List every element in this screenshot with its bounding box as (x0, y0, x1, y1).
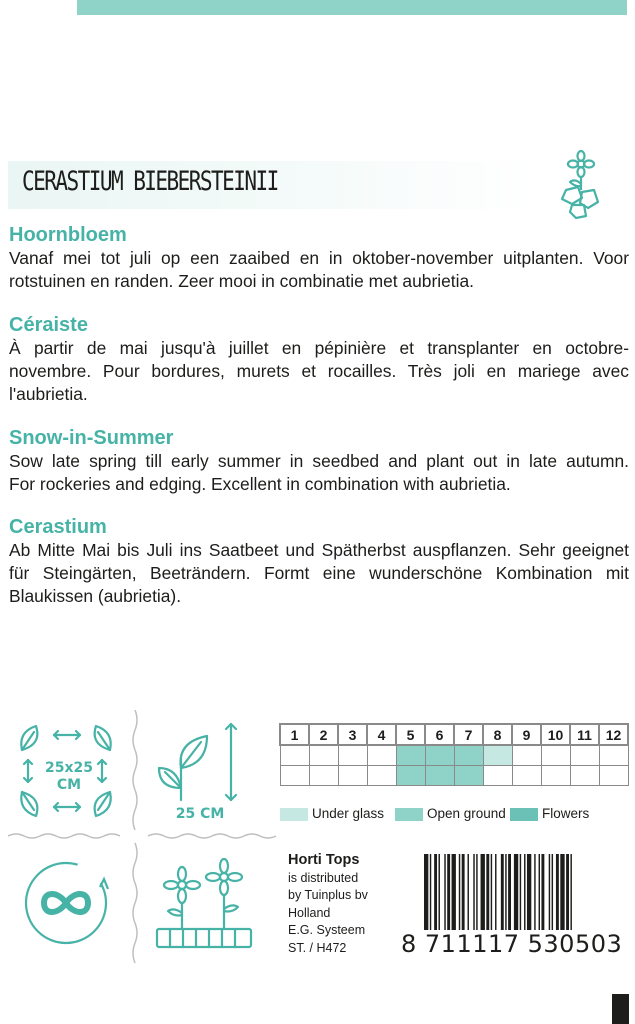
cal-cell (367, 766, 396, 786)
legend-flowers (510, 806, 589, 821)
flower-logo-icon (548, 150, 618, 220)
section-dutch (9, 223, 629, 293)
legend-under-glass (280, 806, 384, 821)
calendar-row-flowers (280, 766, 628, 786)
month-cell: 6 (425, 724, 454, 745)
section-german (9, 515, 629, 608)
seedling-tray-icon (152, 855, 257, 955)
body-line: Ab Mitte Mai bis Juli ins Saatbeet und Spätherbst auspflanzen. Sehr geeignet (9, 540, 629, 560)
corner-mark (612, 994, 629, 1024)
section-body (9, 247, 629, 293)
section-body (9, 539, 629, 608)
cal-cell (541, 766, 570, 786)
spacing-value: 25x25 (45, 760, 93, 776)
cal-cell (338, 745, 367, 766)
body-line: l'aubrietia. (9, 384, 88, 404)
cal-cell (570, 745, 599, 766)
section-heading: Hoornbloem (9, 224, 127, 246)
section-body (9, 337, 629, 406)
cal-cell-active (454, 745, 483, 766)
barcode-number: 8 711117 530503 (401, 930, 623, 958)
section-body (9, 450, 629, 496)
legend-label: Open ground (427, 806, 506, 821)
section-heading: Céraiste (9, 314, 88, 336)
cal-cell-active (425, 766, 454, 786)
body-line: For rockeries and edging. Excellent in combination with aubrietia. (9, 474, 511, 494)
calendar-month-row (280, 724, 628, 745)
month-cell: 4 (367, 724, 396, 745)
plant-height-icon (155, 718, 245, 808)
cal-cell (280, 745, 309, 766)
spacing-unit: CM (56, 777, 82, 793)
cal-cell-active (396, 766, 425, 786)
month-cell: 7 (454, 724, 483, 745)
top-color-band (77, 0, 627, 15)
body-line: À partir de mai jusqu'à juillet en pépinière et transplanter en octobre- (9, 338, 629, 358)
section-heading: Snow-in-Summer (9, 427, 174, 449)
infinity-icon (20, 857, 112, 949)
distributor-info (288, 852, 368, 957)
cal-cell (280, 766, 309, 786)
spacing-label (42, 760, 96, 794)
cal-cell-active (454, 766, 483, 786)
calendar-row-open-ground (280, 745, 628, 766)
cal-cell (541, 745, 570, 766)
legend-label: Flowers (542, 806, 590, 821)
sowing-calendar (279, 723, 629, 786)
month-cell: 5 (396, 724, 425, 745)
body-line: Blaukissen (aubrietia). (9, 586, 182, 606)
distributor-line: by Tuinplus bv (288, 888, 368, 902)
month-cell: 1 (280, 724, 309, 745)
month-cell: 9 (512, 724, 541, 745)
cal-cell-active (483, 745, 512, 766)
month-cell: 3 (338, 724, 367, 745)
month-cell: 8 (483, 724, 512, 745)
section-english (9, 426, 629, 496)
cal-cell (338, 766, 367, 786)
cal-cell (309, 766, 338, 786)
species-name: CERASTIUM BIEBERSTEINII (22, 166, 278, 197)
cal-cell (599, 766, 628, 786)
legend-label: Under glass (312, 806, 385, 821)
cal-cell (512, 766, 541, 786)
month-cell: 2 (309, 724, 338, 745)
legend-open-ground (395, 806, 506, 821)
distributor-line: Holland (288, 905, 331, 920)
month-cell: 10 (541, 724, 570, 745)
cal-cell (512, 745, 541, 766)
cal-cell (367, 745, 396, 766)
cal-cell (599, 745, 628, 766)
legend-swatch (395, 808, 423, 821)
brand-name: Horti Tops (288, 852, 360, 868)
distributor-line: is distributed (288, 870, 359, 885)
month-cell: 12 (599, 724, 628, 745)
distributor-line: ST. / H472 (288, 940, 347, 955)
body-line: rotstuinen en randen. Zeer mooi in combinatie met aubrietia. (9, 271, 474, 291)
cal-cell-active (425, 745, 454, 766)
section-heading: Cerastium (9, 516, 107, 538)
legend-swatch (280, 808, 308, 821)
height-label: 25 CM (175, 806, 225, 822)
body-line: novembre. Pour bordures, murets et rocailles. Très joli en mariege avec (9, 361, 629, 381)
body-line: Vanaf mei tot juli op een zaaibed en in oktober-november uitplanten. Voor (9, 248, 629, 268)
body-line: für Steingärten, Beeträndern. Formt eine wunderschöne Kombination mit (9, 563, 629, 583)
legend-swatch (510, 808, 538, 821)
cal-cell (570, 766, 599, 786)
distributor-line: E.G. Systeem (288, 923, 366, 937)
cal-cell-active (396, 745, 425, 766)
cal-cell (483, 766, 512, 786)
month-cell: 11 (570, 724, 599, 745)
section-french (9, 313, 629, 406)
cal-cell (309, 745, 338, 766)
body-line: Sow late spring till early summer in seedbed and plant out in late autumn. (9, 451, 629, 471)
